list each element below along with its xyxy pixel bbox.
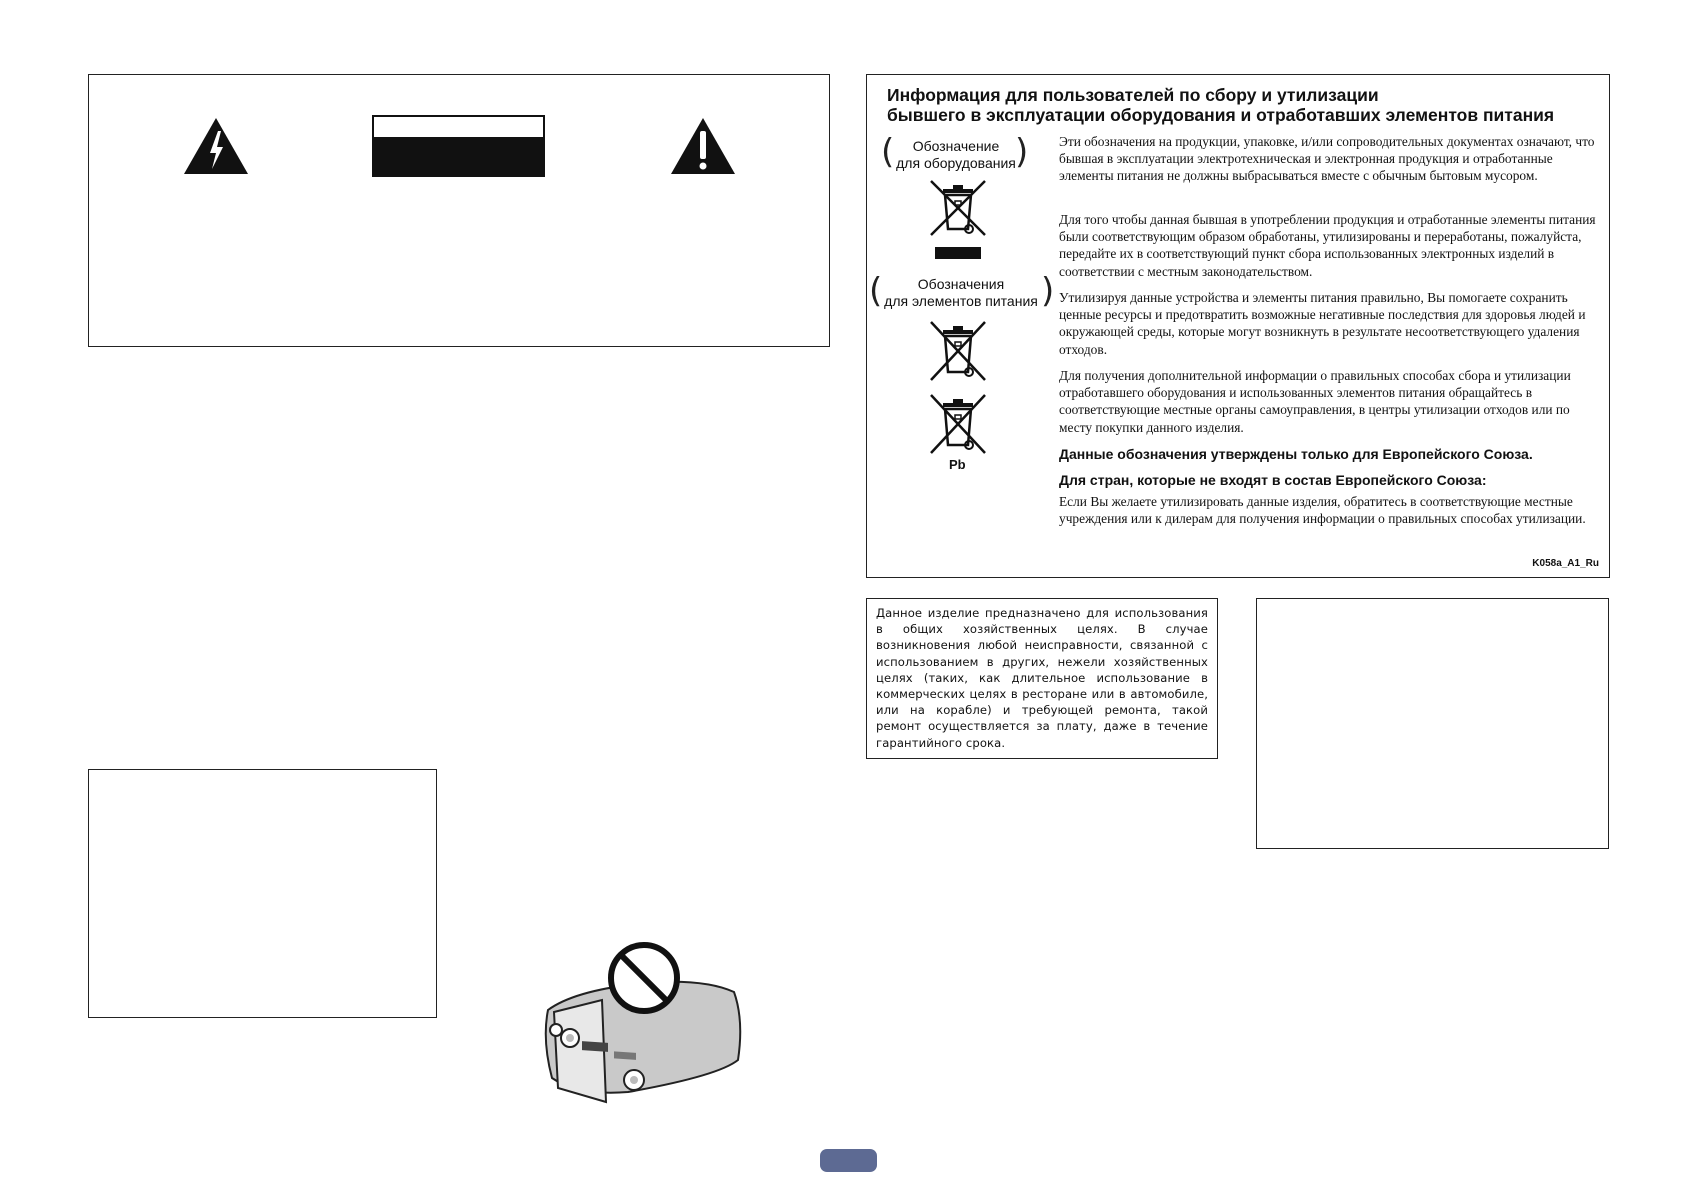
weee-info-box	[866, 74, 1610, 578]
blank-box-left	[88, 769, 437, 1018]
do-not-cover-illustration	[538, 940, 754, 1108]
equipment-symbol-label: Обозначение для оборудования	[896, 138, 1016, 171]
page-number-tab	[820, 1149, 877, 1172]
safety-warning-box	[88, 74, 830, 347]
eu-only-note: Данные обозначения утверждены только для Европейского Союза.	[1059, 446, 1533, 462]
weee-paragraph-4: Для получения дополнительной информации о правильных способах сбора и утилизации отработавшего оборудования и использованных элементов питания обращайтесь в соответствующие местные органы самоуправления, в центры утилизации отходов или по месту покупки данного изделия.	[1059, 368, 1571, 435]
weee-title: Информация для пользователей по сбору и утилизации бывшего в эксплуатации оборудования и отработавших элементов питания	[887, 85, 1555, 125]
caution-label-icon	[372, 115, 545, 177]
crossed-out-wheelie-bin-icon	[927, 320, 989, 382]
non-eu-text: Если Вы желаете утилизировать данные изделия, обратитесь в соответствующие местные учреждения или к дилерам для получения информации о правильных способах утилизации.	[1059, 494, 1586, 527]
paren-left: (	[881, 132, 895, 172]
document-code: K058a_A1_Ru	[1532, 558, 1599, 569]
crossed-out-wheelie-bin-icon	[927, 179, 989, 237]
crossed-out-wheelie-bin-icon	[927, 393, 989, 455]
weee-paragraph-2: Для того чтобы данная бывшая в употреблении продукция и отработанные элементы питания были соответствующим образом обработаны, утилизированы и переработаны, пожалуйста, передайте их в соответствующий пункт сбора использованных электронных изделий в соответствии с местным законодательством.	[1059, 212, 1596, 279]
electric-shock-warning-icon	[183, 117, 249, 175]
household-use-notice	[866, 598, 1218, 759]
attention-warning-icon	[670, 117, 736, 175]
paren-right: )	[1041, 271, 1055, 311]
paren-left: (	[869, 271, 883, 311]
household-notice-text: Данное изделие предназначено для использования в общих хозяйственных целях. В случае возникновения любой неисправности, связанной с использованием в других, нежели хозяйственных целях (таких, как длительное использование в коммерческих целях в ресторане или в автомобиле, или на корабле) и требующей ремонта, такой ремонт осуществляется за плату, даже в течение гарантийного срока.	[876, 606, 1208, 750]
weee-paragraph-3: Утилизируя данные устройства и элементы питания правильно, Вы помогаете сохранить ценные ресурсы и предотвратить возможные негативные последствия для здоровья людей и окружающей среды, которые могут возникнуть в результате несоответствующего удаления отходов.	[1059, 290, 1586, 357]
non-eu-heading: Для стран, которые не входят в состав Европейского Союза:	[1059, 472, 1487, 488]
pb-label: Pb	[949, 457, 966, 472]
bin-underbar	[935, 247, 981, 259]
weee-paragraph-1: Эти обозначения на продукции, упаковке, и/или сопроводительных документах означают, что бывшая в эксплуатации электротехническая и электронная продукция и отработанные элементы питания не должны выбрасываться вместе с обычным бытовым мусором.	[1059, 134, 1595, 184]
battery-symbol-label: Обозначения для элементов питания	[884, 276, 1038, 309]
blank-box-right	[1256, 598, 1609, 849]
paren-right: )	[1015, 132, 1029, 172]
